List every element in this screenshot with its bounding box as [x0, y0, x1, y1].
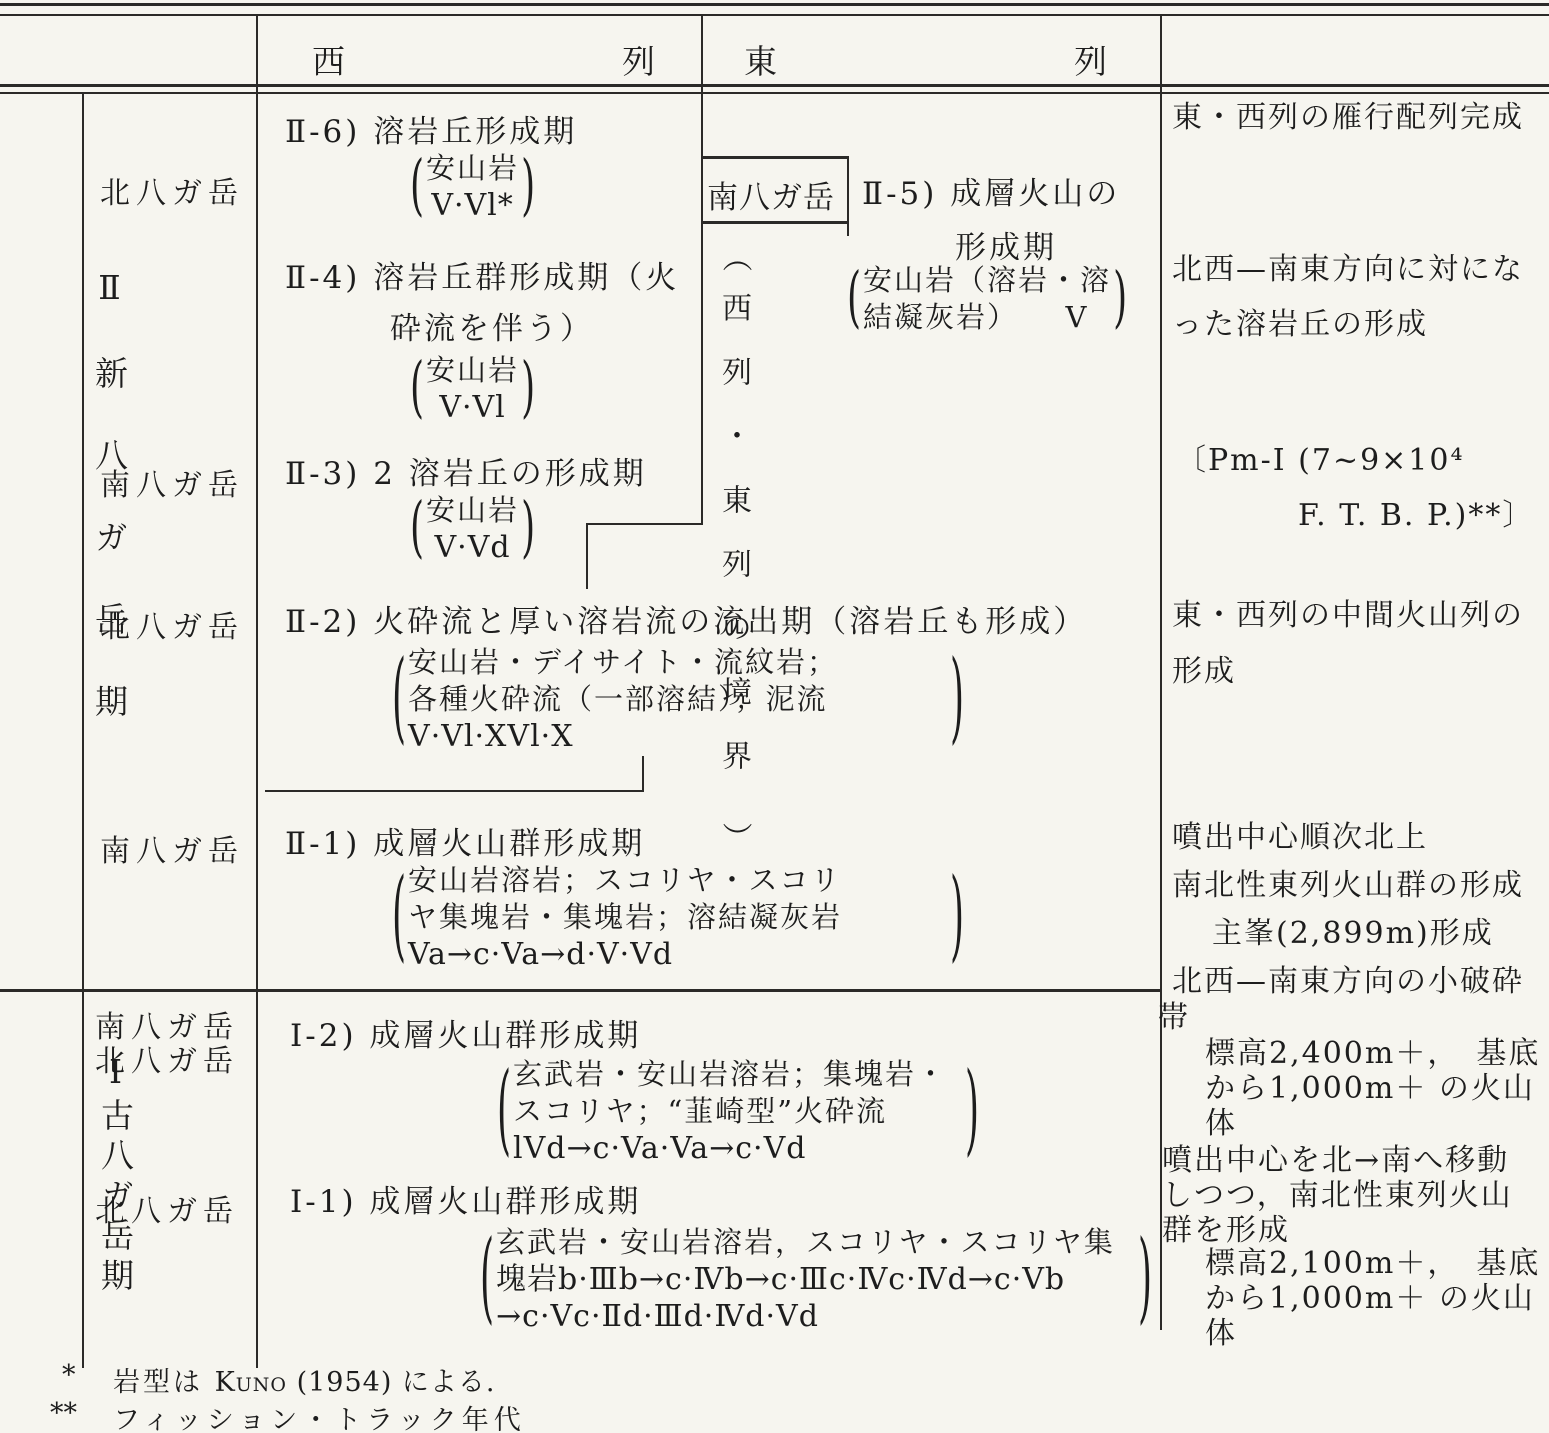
rock-line: 安山岩	[426, 493, 520, 527]
rock-line: Va→c·Va→d·V·Vd	[408, 937, 674, 972]
stage-ii4-title: Ⅱ-4) 溶岩丘群形成期（火	[285, 260, 680, 296]
rock-line: V·Vl	[439, 390, 506, 425]
note-eruption-center-north: 噴出中心順次北上	[1172, 820, 1428, 855]
rock-line: 玄武岩・安山岩溶岩；集塊岩・	[513, 1057, 948, 1091]
right-paren: )	[1138, 1221, 1153, 1335]
eastbox-right	[847, 156, 849, 236]
right-paren: )	[965, 1053, 980, 1167]
era-label-i-ko-yatsugatake: Ⅰ古八ガ岳期	[96, 1052, 135, 1298]
note-elevation-2100-line3: 体	[1205, 1316, 1237, 1351]
note-echelon-complete: 東・西列の雁行配列完成	[1172, 100, 1524, 135]
mountain-label-kita-5b: 北八ガ岳	[95, 1044, 239, 1079]
note-nw-se-pair-line1: 北西—南東方向に対にな	[1172, 252, 1524, 287]
header-west-char2: 列	[622, 42, 655, 81]
note-elevation-2100-line1: 標高2,100m＋， 基底	[1205, 1246, 1541, 1281]
right-paren: )	[521, 148, 536, 224]
note-elevation-2100-line2: から1,000m＋ の火山	[1205, 1281, 1535, 1316]
note-elevation-2400-line1: 標高2,400m＋， 基底	[1205, 1036, 1541, 1071]
stage-i1-title: Ⅰ-1) 成層火山群形成期	[290, 1184, 642, 1220]
note-small-fracture-zone-line2: 帯	[1158, 1000, 1190, 1035]
footnote2-marker: **	[50, 1398, 77, 1429]
right-paren: )	[950, 641, 965, 755]
stage-ii5-title-line2: 形成期	[955, 230, 1057, 266]
stage-ii6-rocks	[408, 150, 537, 224]
stage-ii6-title: Ⅱ-6) 溶岩丘形成期	[285, 114, 578, 150]
rule-top-inner	[0, 14, 1549, 16]
vertical-boundary-text: 西列・東列の境界	[716, 292, 751, 804]
mountain-label-kita-1: 北八ガ岳	[100, 176, 244, 211]
rock-line: 結凝灰岩） V	[863, 300, 1089, 334]
note-main-peak: 主峯(2,899m)形成	[1212, 916, 1494, 951]
rock-line: V·Vl·XVl·X	[408, 719, 574, 754]
rock-line: スコリヤ；“韮崎型”火砕流	[513, 1094, 888, 1128]
stage-ii1-rocks	[390, 859, 966, 973]
note-small-fracture-zone-line1: 北西—南東方向の小破砕	[1172, 964, 1524, 999]
footnote1-text	[113, 1360, 496, 1399]
stage-ii3-rocks	[408, 492, 537, 566]
note-fission-track-line2: F. T. B. P.)**〕	[1298, 498, 1535, 533]
vertical-close-paren: ）	[718, 822, 753, 852]
stage-ii1-title: Ⅱ-1) 成層火山群形成期	[285, 826, 646, 862]
footnote1-post: (1954) による.	[286, 1367, 496, 1398]
left-paren: (	[847, 260, 862, 336]
vline-era-column	[82, 94, 84, 1368]
rock-line: 各種火砕流（一部溶結）；泥流	[408, 682, 828, 716]
note-ns-east-chain-formation: 南北性東列火山群の形成	[1172, 868, 1524, 903]
rock-line: 安山岩	[426, 151, 520, 185]
rock-line: V·Vd	[434, 530, 511, 565]
stage-ii2-title: Ⅱ-2) 火砕流と厚い溶岩流の流出期（溶岩丘も形成）	[285, 604, 1088, 640]
eastbox-label: 南八ガ岳	[707, 180, 835, 216]
mountain-label-minami-2: 南八ガ岳	[100, 468, 244, 503]
footnote1-pre: 岩型は	[113, 1367, 215, 1398]
left-paren: (	[410, 350, 425, 426]
era-label-ii-shin-yatsugatake: Ⅱ新八ガ岳期	[90, 268, 129, 766]
right-paren: )	[521, 490, 536, 566]
header-east-char1: 東	[744, 42, 777, 81]
vline-right-column	[1160, 16, 1162, 1330]
vline-mountain-column	[256, 16, 258, 1368]
note-nw-se-pair-line2: った溶岩丘の形成	[1172, 307, 1428, 342]
stage-ii2-rocks	[390, 641, 966, 755]
rock-line: 安山岩	[426, 353, 520, 387]
stage-ii4-title-line2: 砕流を伴う）	[390, 311, 594, 347]
rock-line: lVd→c·Va·Va→c·Vd	[513, 1131, 807, 1166]
left-paren: (	[392, 641, 407, 755]
stage-ii3-title: Ⅱ-3) 2 溶岩丘の形成期	[285, 456, 647, 492]
stage-ii5-title: Ⅱ-5) 成層火山の	[862, 176, 1121, 212]
rock-line: 塊岩b·Ⅲb→c·Ⅳb→c·Ⅲc·Ⅳc·Ⅳd→c·Ⅴb	[496, 1262, 1066, 1297]
stage-i1-rocks	[478, 1221, 1154, 1335]
mountain-label-minami-4: 南八ガ岳	[100, 834, 244, 869]
right-paren: )	[521, 350, 536, 426]
left-paren: (	[410, 490, 425, 566]
west-east-boundary-vertical-label	[702, 240, 764, 854]
note-eruption-migrate-line2: しつつ，南北性東列火山	[1162, 1178, 1513, 1213]
note-elevation-2400-line2: から1,000m＋ の火山	[1205, 1071, 1535, 1106]
left-paren: (	[480, 1221, 495, 1335]
rock-line: 安山岩（溶岩・溶	[863, 263, 1112, 297]
step2-vertical	[642, 756, 644, 792]
rock-line: →c·Ⅴc·Ⅱd·Ⅲd·Ⅳd·Ⅴd	[496, 1299, 819, 1334]
rule-top-outer	[0, 3, 1549, 6]
note-fission-track-line1: 〔Pm-Ⅰ (7~9×10⁴	[1176, 443, 1465, 478]
rule-header-bottom-b	[0, 92, 1549, 94]
rule-section-divider	[0, 989, 1162, 992]
stage-i2-title: Ⅰ-2) 成層火山群形成期	[290, 1018, 642, 1054]
left-paren: (	[497, 1053, 512, 1167]
note-eruption-migrate-line1: 噴出中心を北→南へ移動	[1162, 1143, 1510, 1178]
mountain-label-kita-3: 北八ガ岳	[100, 610, 244, 645]
rock-line: 安山岩溶岩；スコリヤ・スコリ	[408, 863, 842, 897]
footnote1-author: Kuno	[214, 1367, 287, 1398]
right-paren: )	[950, 859, 965, 973]
stage-ii5-rocks	[845, 262, 1129, 336]
boundary-step1-horizontal	[587, 523, 703, 525]
rock-line: V·Vl*	[431, 188, 514, 223]
boundary-step1-vertical	[586, 523, 588, 589]
stage-ii4-rocks	[408, 352, 537, 426]
right-paren: )	[1113, 260, 1128, 336]
left-paren: (	[410, 148, 425, 224]
step2-horizontal	[265, 790, 644, 792]
vertical-open-paren: （	[718, 242, 753, 272]
rock-line: 玄武岩・安山岩溶岩，スコリヤ・スコリヤ集	[496, 1225, 1115, 1259]
mountain-label-kita-6: 北八ガ岳	[95, 1194, 239, 1229]
stage-i2-rocks	[495, 1053, 981, 1167]
header-east-char2: 列	[1074, 42, 1107, 81]
note-eruption-migrate-line3: 群を形成	[1162, 1213, 1290, 1248]
note-middle-chain-line1: 東・西列の中間火山列の	[1172, 598, 1524, 633]
rock-line: 安山岩・デイサイト・流紋岩；	[408, 645, 838, 679]
header-west-char1: 西	[312, 42, 345, 81]
note-elevation-2400-line3: 体	[1205, 1106, 1237, 1141]
left-paren: (	[392, 859, 407, 973]
eastbox-top	[703, 156, 849, 159]
rock-line: ヤ集塊岩・集塊岩；溶結凝灰岩	[408, 900, 843, 934]
rule-header-bottom-a	[0, 84, 1549, 87]
footnote2-text: フィッション・トラック年代	[113, 1405, 526, 1433]
footnote1-marker: *	[62, 1360, 76, 1391]
mountain-label-minami-5a: 南八ガ岳	[95, 1010, 239, 1045]
eastbox-bottom	[703, 221, 849, 224]
note-middle-chain-line2: 形成	[1172, 654, 1236, 689]
